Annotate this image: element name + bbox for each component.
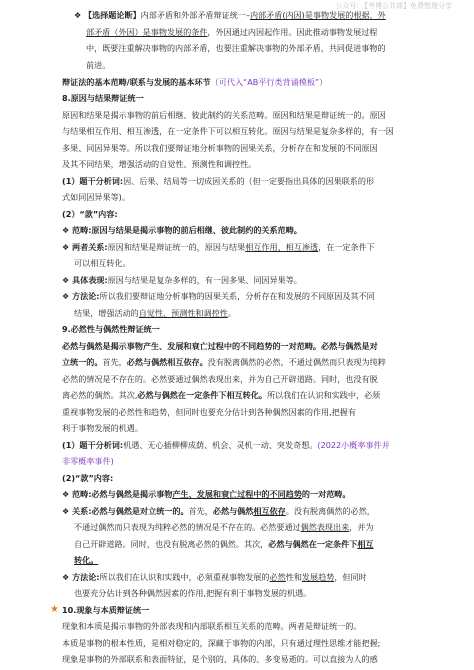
paragraph-line — [62, 437, 390, 453]
underlined-text: 相互作用、相互渗透 — [245, 242, 319, 252]
paragraph-line: 可以相互转化。 — [74, 258, 131, 268]
paragraph-line: 利于事物发展的机遇。 — [62, 423, 143, 433]
bold-lead: 方法论: — [72, 291, 100, 301]
paragraph-line: 也要充分估计到各种偶然因素的作用,把握有利于事物发展的机遇。 — [74, 588, 312, 598]
text-span: 没有脱离偶然的必然，不通过偶然而只表现为纯粹 — [207, 357, 386, 367]
paragraph-line — [62, 173, 374, 189]
paragraph-line: 及其不同结果，增强活动的自觉性、预测性和调控性。 — [62, 159, 257, 169]
underlined-text: 必然 — [269, 572, 286, 582]
text-span: 原因和结果是辩证统一的，原因与结果 — [107, 242, 246, 252]
text-span: 首先， — [102, 357, 127, 367]
paragraph-line — [74, 305, 236, 321]
text-span: 机遇、无心插柳柳成荫、机会、灵机一动、突发奇想。 — [123, 440, 318, 450]
diamond-bullet-icon: ❖ — [62, 572, 70, 582]
text-span: 自己开辟道路。同时，也没有脱离必然的偶然。其次， — [74, 539, 269, 549]
bullet-line — [62, 503, 375, 519]
paragraph-line: 重视事物发展的必然性和趋势，但同时也要充分估计到各种偶然因素的作用,把握有 — [62, 407, 356, 417]
text-span: ，外因通过内因起作用。因此推动事物发展过程 — [207, 27, 378, 37]
paragraph-line: 本质是事物的根本性质，是相对稳定的，深藏于事物的内部，只有通过理性思维才能把握; — [62, 638, 381, 648]
bold-text: 必然与偶然是对立统一的。 — [91, 506, 189, 516]
diamond-bullet-icon: ❖ — [62, 489, 70, 499]
bold-text: 必然与偶然 — [212, 506, 254, 516]
bold-text: 立统一的。 — [62, 357, 103, 367]
underlined-text: 偶然表现出来 — [300, 522, 350, 532]
bold-lead: 方法论: — [72, 572, 100, 582]
underlined-text: 发展趋势 — [301, 572, 335, 582]
star-icon: ★ — [50, 604, 59, 615]
bold-text: 必然与偶然相互依存。 — [126, 357, 208, 367]
text-span: 首先， — [188, 506, 213, 516]
paragraph-line: 式如同因异果等)。 — [62, 192, 130, 202]
underlined-text: 部矛盾（外因）是事物发展的条件 — [86, 27, 208, 37]
bold-text: 必然与偶然是揭示事物 — [91, 489, 173, 499]
text-span: ，在一定条件下 — [318, 242, 375, 252]
underlined-text: 相互依存 — [253, 506, 286, 516]
text-span: 不通过偶然而只表现为纯粹必然的情况是不存在的。必然要通过 — [74, 522, 301, 532]
underlined-text: 产生、发展和衰亡过程中的不同趋势 — [172, 489, 302, 499]
diamond-bullet-icon: ❖ — [62, 506, 70, 516]
underlined-text: 自觉性、预测性和调控性 — [138, 308, 228, 318]
subsection-title: (2）“款”内容: — [62, 209, 118, 219]
paragraph-line — [74, 536, 374, 552]
paragraph-line — [62, 354, 386, 370]
bold-lead: 两者关系: — [72, 242, 108, 252]
exam-note: (2022小概率事件并 — [317, 440, 390, 450]
underlined-text: 相互 — [357, 539, 374, 549]
bold-lead: 范畴: — [72, 489, 92, 499]
bold-lead: 范畴: — [72, 225, 92, 235]
diamond-bullet-icon: ❖ — [62, 242, 70, 252]
section-title: 9.必然性与偶然性辩证统一 — [62, 324, 160, 334]
text-span: ，并为 — [349, 522, 374, 532]
text-span: 所以我们要辩证地分析事物的因果关系，分析存在和发展的不同原因及其不同 — [99, 291, 375, 301]
section-heading — [62, 74, 327, 90]
text-span: 内部矛盾和外部矛盾辩证统一– — [140, 10, 250, 20]
bold-lead: (1）题干分析词: — [62, 176, 124, 186]
paragraph-line — [74, 7, 386, 23]
text-span: ，但同时 — [334, 572, 367, 582]
text-span: 所以我们在认识和实践中，必须 — [266, 390, 381, 400]
bold-lead: (1）题干分析词: — [62, 440, 124, 450]
bold-lead: 【选择题论断】 — [84, 10, 141, 20]
bold-text: 必然与偶然在一定条件下 — [268, 539, 358, 549]
diamond-bullet-icon: ❖ — [62, 225, 70, 235]
paragraph-line — [62, 387, 380, 403]
exam-note: 非零概率事件) — [62, 456, 114, 466]
section-title: 8.原因与结果辩证统一 — [62, 93, 144, 103]
text-span: 。没有脱离偶然的必然， — [285, 506, 375, 516]
paragraph-line — [74, 519, 374, 535]
text-span: 因、后果、结局等一切成因关系的（但一定要指出具体的因果联系的形 — [123, 176, 375, 186]
text-span: 性和 — [285, 572, 302, 582]
diamond-bullet-icon: ❖ — [74, 10, 82, 20]
bullet-line — [62, 288, 375, 304]
template-note: （可代入“AB平行类背诵模板”） — [210, 77, 328, 87]
diamond-bullet-icon: ❖ — [62, 275, 70, 285]
paragraph-line: 多果、同因异果等。所以我们要辩证地分析事物的因果关系，分析存在和发展的不同原因 — [62, 143, 378, 153]
paragraph-line: 与结果相互作用、相互渗透，在一定条件下可以相互转化。原因与结果是复杂多样的，有一因 — [62, 126, 394, 136]
bold-text: 必然与偶然在一定条件下相互转化。 — [137, 390, 267, 400]
text-span: 结果，增强活动的 — [74, 308, 139, 318]
diamond-bullet-icon: ❖ — [62, 291, 70, 301]
section-title: 10.现象与本质辩证统一 — [62, 605, 150, 615]
bullet-line — [62, 239, 375, 255]
paragraph-line: 原因和结果是揭示事物的前后相继、彼此制约的关系范畴。原因和结果是辩证统一的。原因 — [62, 110, 386, 120]
bold-text: 原因与结果是揭示事物的前后相继、彼此制约的关系范畴。 — [91, 225, 302, 235]
subsection-title: (2)“款”内容: — [62, 473, 114, 483]
bold-lead: 具体表现: — [72, 275, 108, 285]
bold-text: 的一对范畴。 — [301, 489, 351, 499]
paragraph-line: 前进。 — [86, 60, 111, 70]
text-span: 离必然的偶然。其次, — [62, 390, 138, 400]
bullet-line — [62, 272, 302, 288]
bold-lead: 关系: — [72, 506, 92, 516]
bullet-line — [62, 222, 302, 238]
underlined-text: 内部矛盾(内因)是事物发展的根据，外 — [249, 10, 386, 20]
text-span: 。 — [227, 308, 236, 318]
paragraph-line: 现象是事物的外部联系和表面特征，是个别的、具体的、多变易逝的。可以直接为人的感 — [62, 654, 378, 664]
paragraph-line: 必然的情况是不存在的。必然要通过偶然表现出来，并为自己开辟道路。同时，也没有脱 — [62, 374, 378, 384]
bullet-line — [62, 569, 367, 585]
heading-text: 辩证法的基本范畴/联系与发展的基本环节 — [62, 77, 211, 87]
text-span: 原因与结果是复杂多样的，有一因多果、同因异果等。 — [107, 275, 302, 285]
watermark: 公众号: 【考博公共课】免费整理分享 — [335, 2, 452, 10]
paragraph-line: 现象和本质是揭示事物的外部表现和内部联系相互关系的范畴。两者是辩证统一的。 — [62, 621, 362, 631]
text-span: 所以我们在认识和实践中，必须重视事物发展的 — [99, 572, 270, 582]
paragraph-line: 必然与偶然是揭示事物产生、发展和衰亡过程中的不同趋势的一对范畴。必然与偶然是对 — [62, 341, 378, 351]
paragraph-line: 中，既要注重解决事物的内部矛盾，也要注重解决事物的外部矛盾，共同促进事物的 — [86, 43, 386, 53]
paragraph-line — [86, 24, 377, 40]
paragraph-line: 转化。 — [74, 555, 99, 565]
bullet-line — [62, 486, 350, 502]
